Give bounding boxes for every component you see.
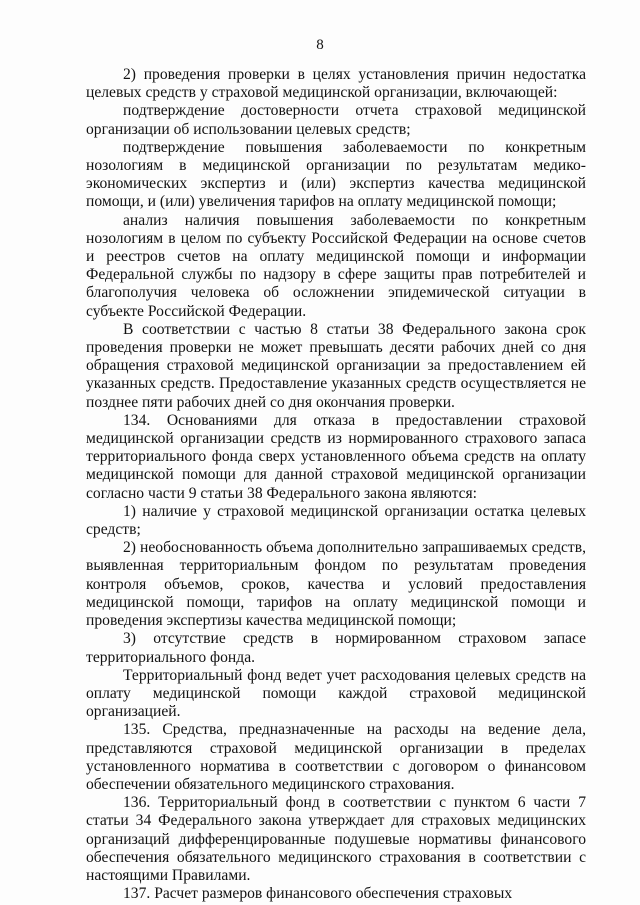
paragraph-136-per-capita-norms: 136. Территориальный фонд в соответствии с пунктом 6 части 7 статьи 34 Федерального закона утверждает для страховых медицинских организаций дифференцированные подушевые нормативы финансового обеспечения обязательного медицинского страхования в соответствии с настоящими Правилами. <box>86 794 586 884</box>
paragraph-ground-3: 3) отсутствие средств в нормированном страховом запасе территориального фонда. <box>86 630 586 666</box>
paragraph-morbidity-confirmation: подтверждение повышения заболеваемости по конкретным нозологиям в медицинской организации по результатам медико-экономических экспертиз и (или) экспертиз качества медицинской помощи, и (или) увеличения тарифов на оплату медицинской помощи; <box>86 138 586 211</box>
paragraph-ground-2: 2) необоснованность объема дополнительно запрашиваемых средств, выявленная территориальным фондом по результатам проведения контроля объемов, сроков, качества и условий предоставления медицинской помощи, тарифов на оплату медицинской помощи и проведения экспертизы качества медицинской помощи; <box>86 539 586 630</box>
paragraph-report-verification: подтверждение достоверности отчета страховой медицинской организации об использовании целевых средств; <box>86 102 586 138</box>
paragraph-item-2-check: 2) проведения проверки в целях установления причин недостатка целевых средств у страховой медицинской организации, включающей: <box>86 66 586 102</box>
document-body <box>86 66 586 903</box>
paragraph-134-refusal-grounds: 134. Основаниями для отказа в предоставлении страховой медицинской организации средств из нормированного страхового запаса территориального фонда сверх установленного объема средств на оплату медицинской помощи для данной страховой медицинской организации согласно части 9 статьи 38 Федерального закона являются: <box>86 411 586 502</box>
paragraph-check-deadline: В соответствии с частью 8 статьи 38 Федерального закона срок проведения проверки не может превышать десяти рабочих дней со дня обращения страховой медицинской организации за предоставлением ей указанных средств. Предоставление указанных средств осуществляется не позднее пяти рабочих дней со дня окончания проверки. <box>86 320 586 411</box>
page-number: 8 <box>316 37 324 53</box>
paragraph-137-calculation: 137. Расчет размеров финансового обеспечения страховых <box>123 885 513 903</box>
paragraph-ground-1: 1) наличие у страховой медицинской организации остатка целевых средств; <box>86 502 586 539</box>
paragraph-morbidity-analysis: анализ наличия повышения заболеваемости по конкретным нозологиям в целом по субъекту Российской Федерации на основе счетов и реестров счетов на оплату медицинской помощи и информации Федеральной службы по надзору в сфере защиты прав потребителей и благополучия человека об осложнении эпидемической ситуации в субъекте Российской Федерации. <box>86 211 586 320</box>
paragraph-135-business-expenses: 135. Средства, предназначенные на расходы на ведение дела, представляются страховой медицинской организации в пределах установленного норматива в соответствии с договором о финансовом обеспечении обязательного медицинского страхования. <box>86 721 586 793</box>
paragraph-fund-accounting: Территориальный фонд ведет учет расходования целевых средств на оплату медицинской помощи каждой страховой медицинской организацией. <box>86 666 586 721</box>
